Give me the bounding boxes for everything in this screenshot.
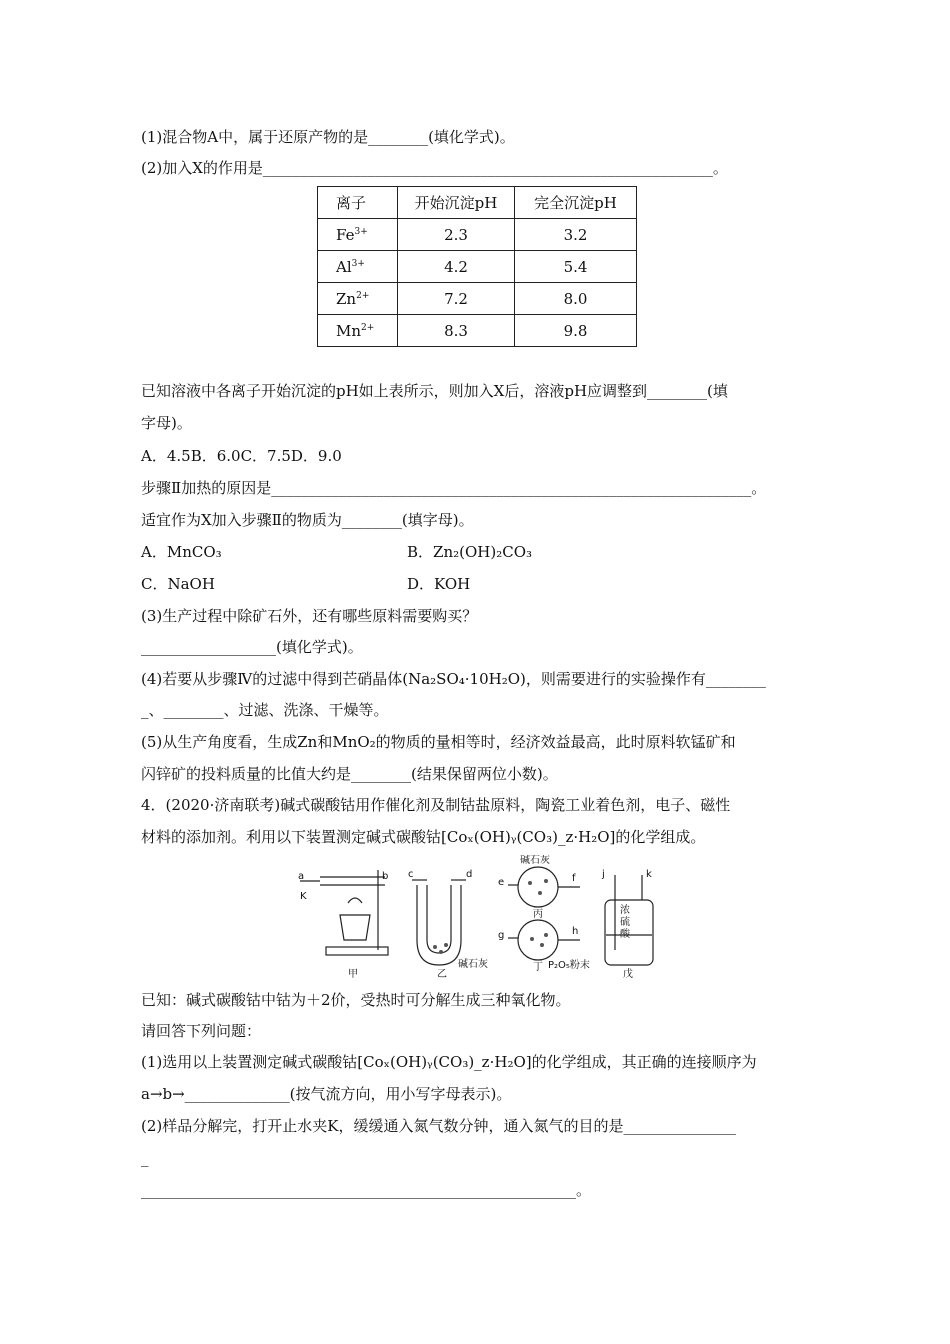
label-g: g bbox=[498, 930, 505, 941]
question-1: (1)混合物A中，属于还原产物的是________(填化学式)。 bbox=[141, 128, 515, 146]
table-row bbox=[318, 219, 637, 251]
ion-cell: $Mn^{2+}$ bbox=[318, 315, 398, 347]
label-acid-3: 酸 bbox=[620, 929, 630, 940]
label-c: c bbox=[408, 869, 414, 880]
ion-cell: $Al^{3+}$ bbox=[318, 251, 398, 283]
header-ion: 离子 bbox=[318, 187, 398, 219]
apparatus-figure bbox=[290, 855, 660, 980]
start-ph-cell: 4.2 bbox=[398, 251, 515, 283]
label-acid-2: 硫 bbox=[620, 917, 630, 928]
label-bing: 丙 bbox=[533, 909, 543, 920]
label-ding: 丁 bbox=[533, 962, 543, 973]
question-3-line2: __________________(填化学式)。 bbox=[141, 638, 363, 656]
label-jia: 甲 bbox=[348, 969, 358, 980]
label-acid-1: 浓 bbox=[620, 905, 630, 916]
ph-paragraph-line2: 字母)。 bbox=[141, 414, 192, 432]
label-d: d bbox=[466, 869, 473, 880]
question-3-line1: (3)生产过程中除矿石外，还有哪些原料需要购买？ bbox=[141, 607, 478, 625]
label-wu: 戊 bbox=[623, 969, 633, 980]
ph-paragraph-line1: 已知溶液中各离子开始沉淀的pH如上表所示，则加入X后，溶液pH应调整到________(填 bbox=[141, 382, 728, 400]
known-info: 已知：碱式碳酸钴中钴为＋2价，受热时可分解生成三种氧化物。 bbox=[141, 991, 571, 1009]
end-ph-cell: 5.4 bbox=[515, 251, 637, 283]
start-ph-cell: 8.3 bbox=[398, 315, 515, 347]
label-f: f bbox=[572, 873, 576, 884]
label-b: b bbox=[382, 871, 389, 882]
end-ph-cell: 9.8 bbox=[515, 315, 637, 347]
question-4-line2: _、________、过滤、洗涤、干燥等。 bbox=[141, 701, 389, 719]
option-c: C．NaOH bbox=[141, 575, 215, 593]
label-lime-top: 碱石灰 bbox=[520, 855, 550, 866]
r1-line2: a→b→______________(按气流方向，用小写字母表示)。 bbox=[141, 1085, 512, 1103]
table-row bbox=[318, 251, 637, 283]
end-ph-cell: 8.0 bbox=[515, 283, 637, 315]
step2-x-question: 适宜作为X加入步骤Ⅱ的物质为________(填字母)。 bbox=[141, 511, 474, 529]
header-start: 开始沉淀pH bbox=[398, 187, 515, 219]
start-ph-cell: 7.2 bbox=[398, 283, 515, 315]
r2-line2: _ bbox=[141, 1149, 149, 1167]
question-5-line2: 闪锌矿的投料质量的比值大约是________(结果保留两位小数)。 bbox=[141, 765, 558, 783]
label-yi: 乙 bbox=[437, 969, 447, 980]
table-header-row bbox=[318, 187, 637, 219]
label-h: h bbox=[572, 926, 579, 937]
start-ph-cell: 2.3 bbox=[398, 219, 515, 251]
r2-line3: __________________________________________________________。 bbox=[141, 1181, 592, 1199]
ion-cell: $Zn^{2+}$ bbox=[318, 283, 398, 315]
r1-line1: (1)选用以上装置测定碱式碳酸钴[Coₓ(OH)ᵧ(CO₃)_z·H₂O]的化学组成，其正确的连接顺序为 bbox=[141, 1053, 757, 1071]
end-ph-cell: 3.2 bbox=[515, 219, 637, 251]
option-b: B．Zn₂(OH)₂CO₃ bbox=[407, 543, 533, 561]
label-lime-u: 碱石灰 bbox=[458, 959, 488, 970]
ph-options: A．4.5B．6.0C．7.5D．9.0 bbox=[141, 447, 342, 465]
label-p2o5: P₂O₅粉末 bbox=[548, 960, 590, 971]
step2-heat-question: 步骤Ⅱ加热的原因是________________________________________________________________。 bbox=[141, 479, 767, 497]
option-a: A．MnCO₃ bbox=[141, 543, 222, 561]
question-4-line1: (4)若要从步骤Ⅳ的过滤中得到芒硝晶体(Na₂SO₄·10H₂O)，则需要进行的实验操作有________ bbox=[141, 670, 766, 688]
label-k: k bbox=[646, 869, 652, 880]
problem-4-line2: 材料的添加剂。利用以下装置测定碱式碳酸钴[Coₓ(OH)ᵧ(CO₃)_z·H₂O]的化学组成。 bbox=[141, 828, 706, 846]
label-a: a bbox=[298, 871, 305, 882]
r2-line1: (2)样品分解完，打开止水夹K，缓缓通入氮气数分钟，通入氮气的目的是_______________ bbox=[141, 1117, 736, 1135]
problem-4-line1: 4．(2020·济南联考)碱式碳酸钴用作催化剂及制钴盐原料，陶瓷工业着色剂，电子、磁性 bbox=[141, 796, 731, 814]
answer-prompt: 请回答下列问题： bbox=[141, 1022, 262, 1040]
ion-cell: $Fe^{3+}$ bbox=[318, 219, 398, 251]
label-j: j bbox=[602, 869, 605, 880]
ph-table bbox=[317, 186, 637, 347]
table-row bbox=[318, 315, 637, 347]
option-d: D．KOH bbox=[407, 575, 471, 593]
question-2: (2)加入X的作用是____________________________________________________________。 bbox=[141, 159, 728, 177]
question-5-line1: (5)从生产角度看，生成Zn和MnO₂的物质的量相等时，经济效益最高，此时原料软锰矿和 bbox=[141, 733, 736, 751]
label-e: e bbox=[498, 877, 505, 888]
header-end: 完全沉淀pH bbox=[515, 187, 637, 219]
label-K: K bbox=[300, 891, 307, 902]
table-row bbox=[318, 283, 637, 315]
